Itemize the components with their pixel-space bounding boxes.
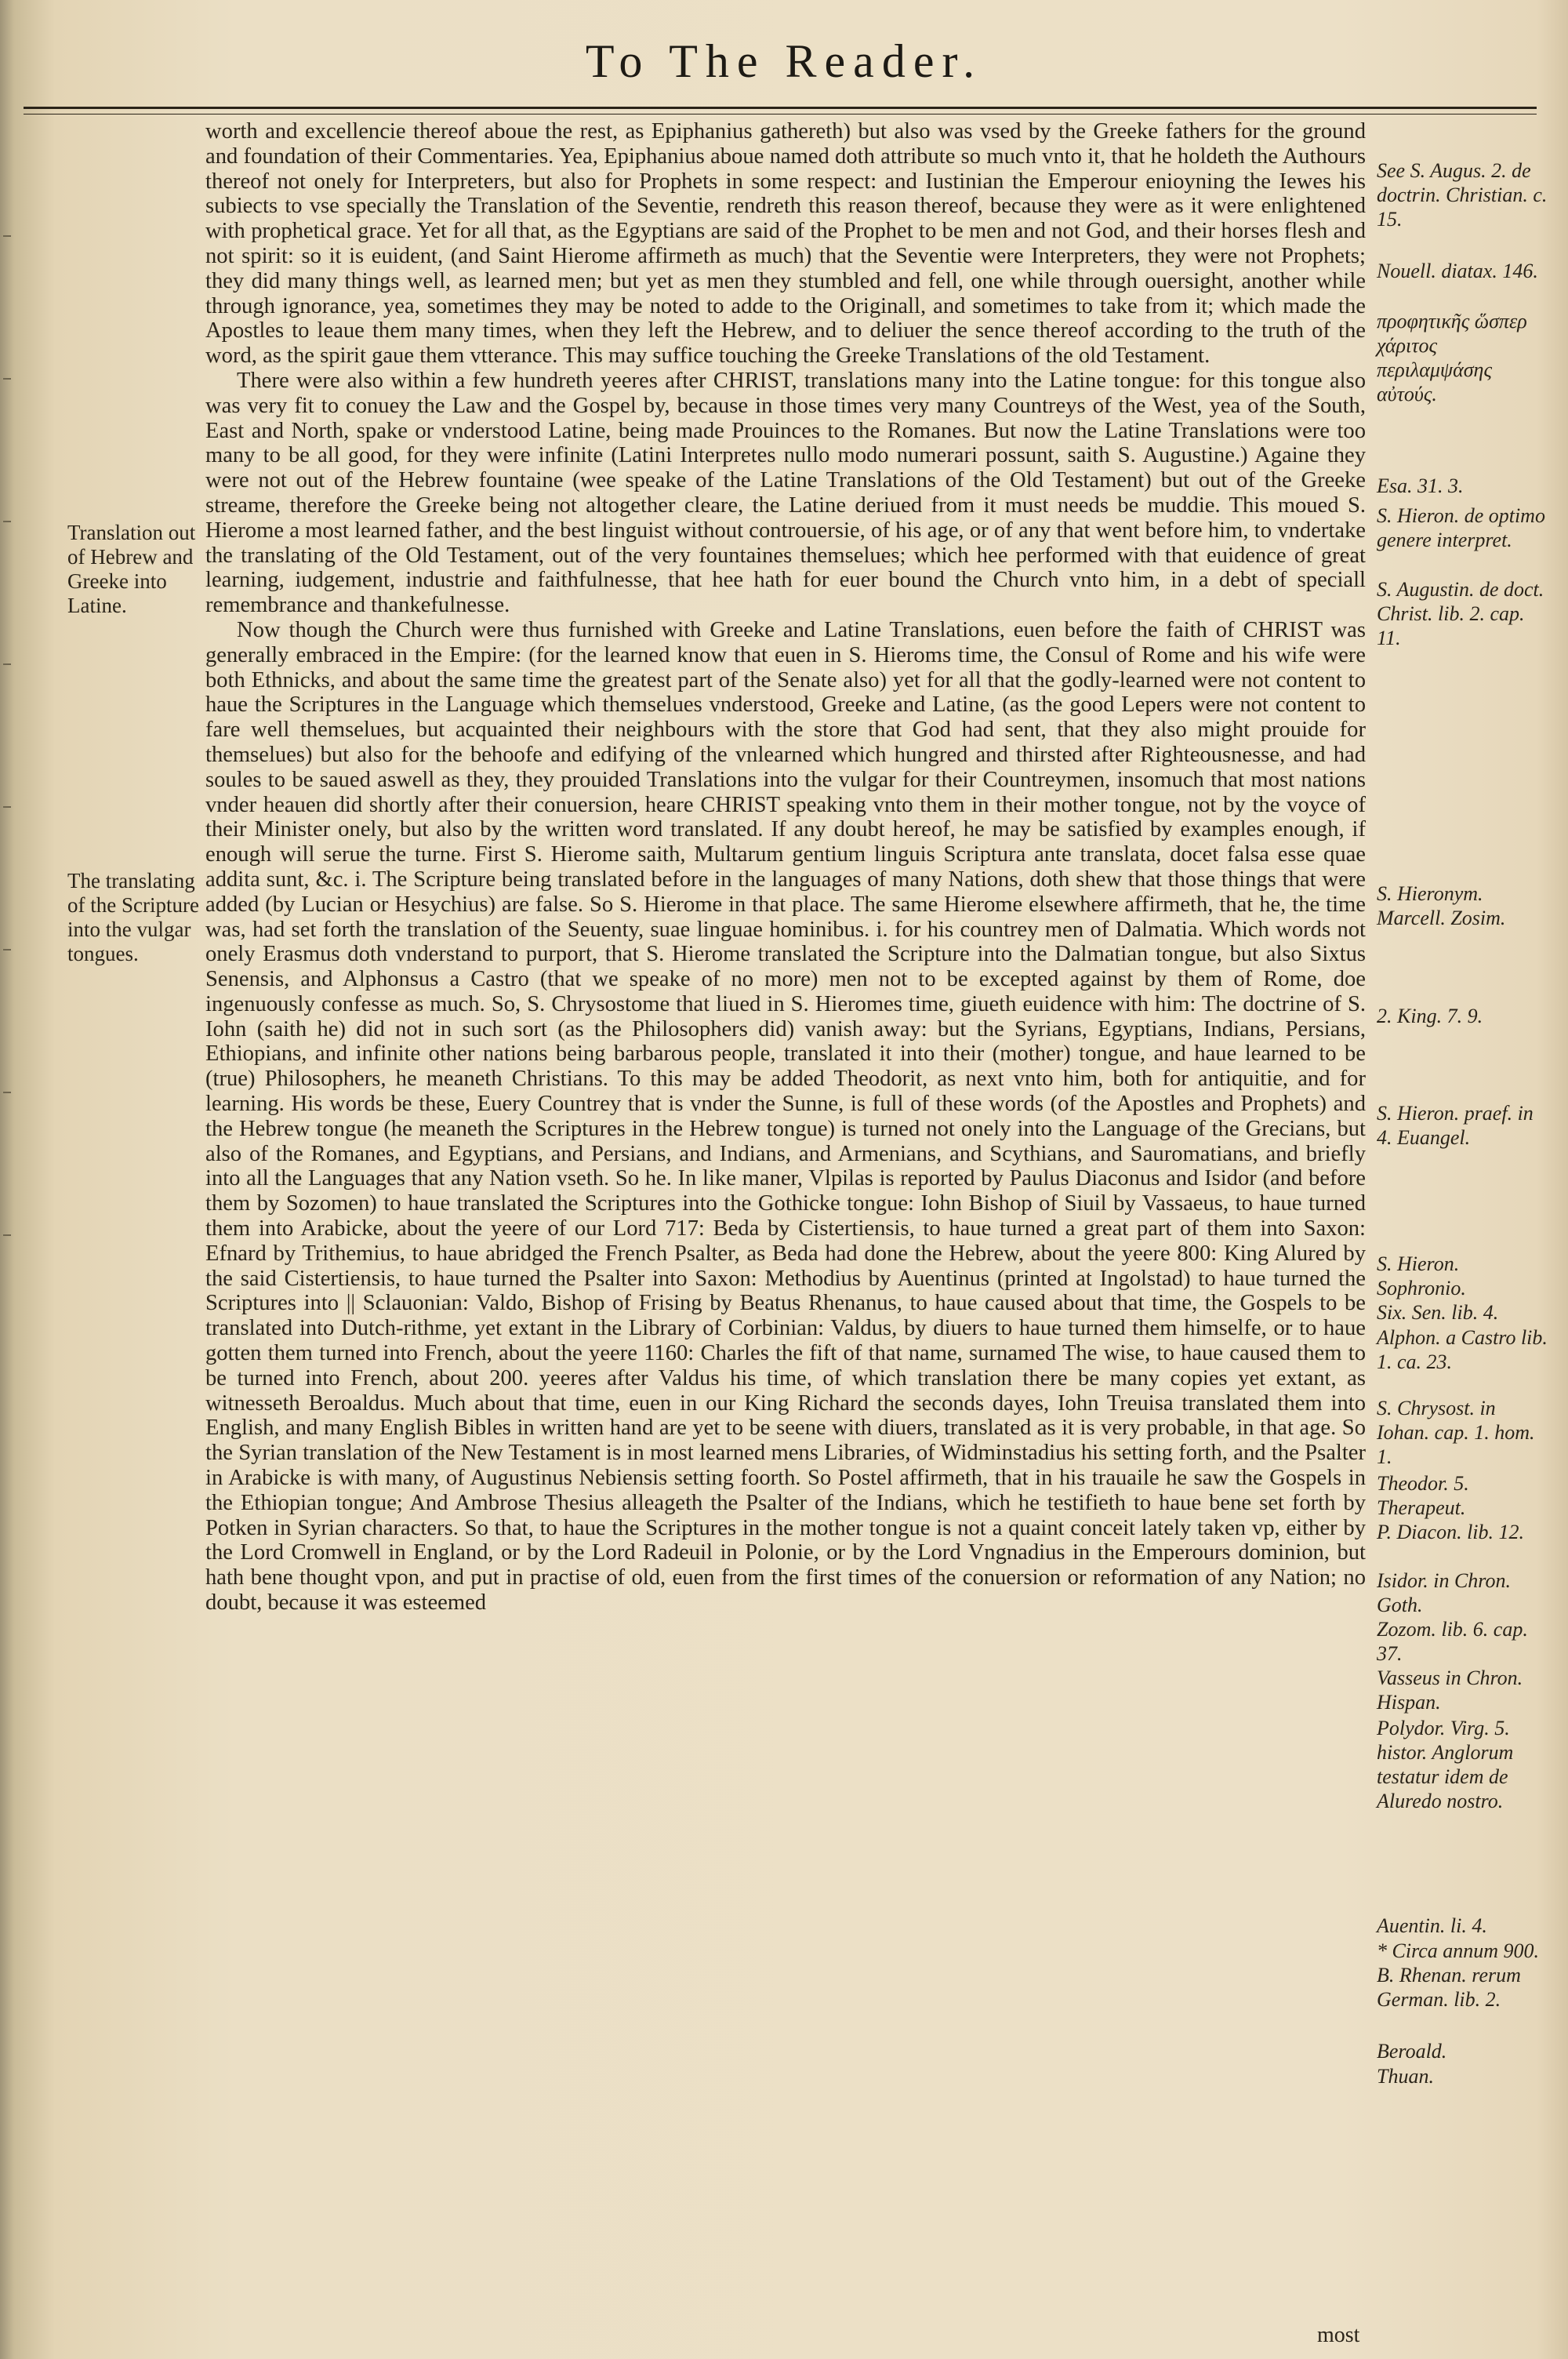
left-margin-note: The translating of the Scripture into the vulgar tongues.	[67, 869, 199, 965]
margin-reference: Alphon. a Castro lib. 1. ca. 23.	[1377, 1326, 1548, 1373]
margin-reference: Auentin. li. 4.	[1377, 1914, 1487, 1937]
header-rule	[24, 107, 1537, 109]
body-paragraph: There were also within a few hundreth yeeres after CHRIST, translations many into the Latine tongue: for this tongue also was very fit to conuey the Law and the Gospel by, because in those times very many Countreys of the West, yea of the South, East and North, spake or vnderstood Latine, being made Prouinces to the Romanes. But now the Latine Translations were too many to be all good, for they were infinite (Latini Interpretes nullo modo numerari possunt, saith S. Augustine.) Againe they were not out of the Hebrew fountaine (wee speake of the Latine Translations of the Old Testament) but out of the Greeke streame, therefore the Greeke being not altogether cleare, the Latine deriued from it must needs be muddie. This moued S. Hierome a most learned father, and the best linguist without controuersie, of his age, or of any that went before him, to vndertake the translating of the Old Testament, out of the very fountaines themselues; which hee performed with that euidence of great learning, iudgement, industrie and faithfulnesse, that hee hath for euer bound the Church vnto him, in a debt of speciall remembrance and thankefulnesse.	[205, 368, 1366, 618]
margin-reference: 2. King. 7. 9.	[1377, 1005, 1483, 1027]
margin-reference: * Circa annum 900. B. Rhenan. rerum German. lib. 2.	[1377, 1939, 1540, 2011]
margin-reference: Isidor. in Chron. Goth.	[1377, 1569, 1511, 1616]
margin-reference: Thuan.	[1377, 2065, 1434, 2088]
main-text-column	[205, 119, 1366, 1616]
catchword: most	[1317, 2323, 1360, 2347]
margin-reference: S. Chrysost. in Iohan. cap. 1. hom. 1.	[1377, 1397, 1535, 1468]
margin-reference: Theodor. 5. Therapeut.	[1377, 1472, 1469, 1519]
margin-reference: See S. Augus. 2. de doctrin. Christian. c. 15.	[1377, 159, 1548, 231]
margin-reference: Zozom. lib. 6. cap. 37.	[1377, 1618, 1528, 1665]
margin-reference: S. Hieronym. Marcell. Zosim.	[1377, 882, 1506, 929]
margin-reference: S. Augustin. de doct. Christ. lib. 2. cap. 11.	[1377, 578, 1544, 649]
margin-reference: Polydor. Virg. 5. histor. Anglorum testatur idem de Aluredo nostro.	[1377, 1717, 1514, 1812]
margin-reference: Esa. 31. 3.	[1377, 474, 1464, 497]
body-paragraph: worth and excellencie thereof aboue the rest, as Epiphanius gathereth) but also was vsed by the Greeke fathers for the ground and foundation of their Commentaries. Yea, Epiphanius aboue named doth attribute so much vnto it, that he holdeth the Authours thereof not onely for Interpreters, but also for Prophets in some respect: and Iustinian the Emperour enioyning the Iewes his subiects to vse specially the Translation of the Seventie, rendreth this reason thereof, because they were as it were enlightened with prophetical grace. Yet for all that, as the Egyptians are said of the Prophet to be men and not God, and their horses flesh and not spirit: so it is euident, (and Saint Hierome affirmeth as much) that the Seventie were Interpreters, they were not Prophets; they did many things well, as learned men; but yet as men they stumbled and fell, one while through ouersight, another while through ignorance, yea, sometimes they may be noted to adde to the Originall, and sometimes to take from it; which made the Apostles to leaue them many times, when they left the Hebrew, and to deliuer the sence thereof according to the truth of the word, as the spirit gaue them vtterance. This may suffice touching the Greeke Translations of the old Testament.	[205, 119, 1366, 369]
margin-reference: P. Diacon. lib. 12.	[1377, 1521, 1525, 1543]
margin-reference: S. Hieron. praef. in 4. Euangel.	[1377, 1102, 1534, 1149]
page-gutter	[3, 235, 20, 1377]
margin-reference: προφητικῆς ὥσπερ χάριτος περιλαμψάσης αὐτούς.	[1377, 310, 1527, 405]
margin-reference: Beroald.	[1377, 2040, 1447, 2063]
body-paragraph: Now though the Church were thus furnished with Greeke and Latine Translations, euen before the faith of CHRIST was generally embraced in the Empire: (for the learned know that euen in S. Hieroms time, the Consul of Rome and his wife were both Ethnicks, and about the same time the greatest part of the Senate also) yet for all that the godly-learned were not content to haue the Scriptures in the Language which themselues vnderstood, Greeke and Latine, (as the good Lepers were not content to fare well themselues, but acquainted their neighbours with the store that God had sent, that they also might prouide for themselues) but also for the behoofe and edifying of the vnlearned which hungred and thirsted after Righteousnesse, and had soules to be saued aswell as they, they prouided Translations into the vulgar for their Countreymen, insomuch that most nations vnder heauen did shortly after their conuersion, heare CHRIST speaking vnto them in their mother tongue, not by the voyce of their Minister onely, but also by the written word translated. If any doubt hereof, he may be satisfied by examples enough, if enough will serue the turne. First S. Hierome saith, Multarum gentium linguis Scriptura ante translata, docet falsa esse quae addita sunt, &c. i. The Scripture being translated before in the languages of many Nations, doth shew that those things that were added (by Lucian or Hesychius) are false. So S. Hierome in that place. The same Hierome elsewhere affirmeth, that he, the time was, had set forth the translation of the Seuenty, suae linguae hominibus. i. for his countrey men of Dalmatia. Which words not onely Erasmus doth vnderstand to purport, that S. Hierome translated the Scripture into the Dalmatian tongue, but also Sixtus Senensis, and Alphonsus a Castro (that we speake of no more) men not to be excepted against by them of Rome, doe ingenuously confesse as much. So, S. Chrysostome that liued in S. Hieromes time, giueth euidence with him: The doctrine of S. Iohn (saith he) did not in such sort (as the Philosophers did) vanish away: but the Syrians, Egyptians, Indians, Persians, Ethiopians, and infinite other nations being barbarous people, translated it into their (mother) tongue, and haue learned to be (true) Philosophers, he meaneth Christians. To this may be added Theodorit, as next vnto him, both for antiquitie, and for learning. His words be these, Euery Countrey that is vnder the Sunne, is full of these words (of the Apostles and Prophets) and the Hebrew tongue (he meaneth the Scriptures in the Hebrew tongue) is turned not onely into the Language of the Grecians, but also of the Romanes, and Egyptians, and Persians, and Indians, and Armenians, and Scythians, and Sauromatians, and briefly into all the Languages that any Nation vseth. So he. In like maner, Vlpilas is reported by Paulus Diaconus and Isidor (and before them by Sozomen) to haue translated the Scriptures into the Gothicke tongue: Iohn Bishop of Siuil by Vassaeus, to haue turned them into Arabicke, about the yeere of our Lord 717: Beda by Cistertiensis, to haue turned a great part of them into Saxon: Efnard by Trithemius, to haue abridged the French Psalter, as Beda had done the Hebrew, about the yeere 800: King Alured by the said Cistertiensis, to haue turned the Psalter into Saxon: Methodius by Auentinus (printed at Ingolstad) to haue turned the Scriptures into || Sclauonian: Valdo, Bishop of Frising by Beatus Rhenanus, to haue caused about that time, the Gospels to be translated into Dutch-rithme, yet extant in the Library of Corbinian: Valdus, by diuers to haue turned them himselfe, or to haue gotten them turned into French, about the yeere 1160: Charles the fift of that name, surnamed The wise, to haue caused them to be turned into French, about 200. yeeres after Valdus his time, of which translation there be many copies yet extant, as witnesseth Beroaldus. Much about that time, euen in our King Richard the seconds dayes, Iohn Treuisa translated them into English, and many English Bibles in written hand are yet to be seene with diuers, translated as it is very probable, in that age. So the Syrian translation of the New Testament is in most learned mens Libraries, of Widminstadius his setting forth, and the Psalter in Arabicke is with many, of Augustinus Nebiensis setting foorth. So Postel affirmeth, that in his trauaile he saw the Gospels in the Ethiopian tongue; And Ambrose Thesius alleageth the Psalter of the Indians, which he testifieth to haue bene set forth by Potken in Syrian characters. So that, to haue the Scriptures in the mother tongue is not a quaint conceit lately taken vp, either by the Lord Cromwell in England, or by the Lord Radeuil in Polonie, or by the Lord Vngnadius in the Emperours dominion, but hath bene thought vpon, and put in practise of old, euen from the first times of the conuersion or reformation of any Nation; no doubt, because it was esteemed	[205, 617, 1366, 1616]
margin-reference: S. Hieron. Sophronio.	[1377, 1252, 1466, 1299]
left-margin-note: Translation out of Hebrew and Greeke into Latine.	[67, 521, 196, 617]
margin-reference: Six. Sen. lib. 4.	[1377, 1301, 1499, 1324]
page-header-title: To The Reader.	[585, 35, 983, 87]
margin-reference: S. Hieron. de optimo genere interpret.	[1377, 504, 1545, 551]
margin-reference: Vasseus in Chron. Hispan.	[1377, 1667, 1523, 1714]
margin-reference: Nouell. diatax. 146.	[1377, 260, 1538, 282]
